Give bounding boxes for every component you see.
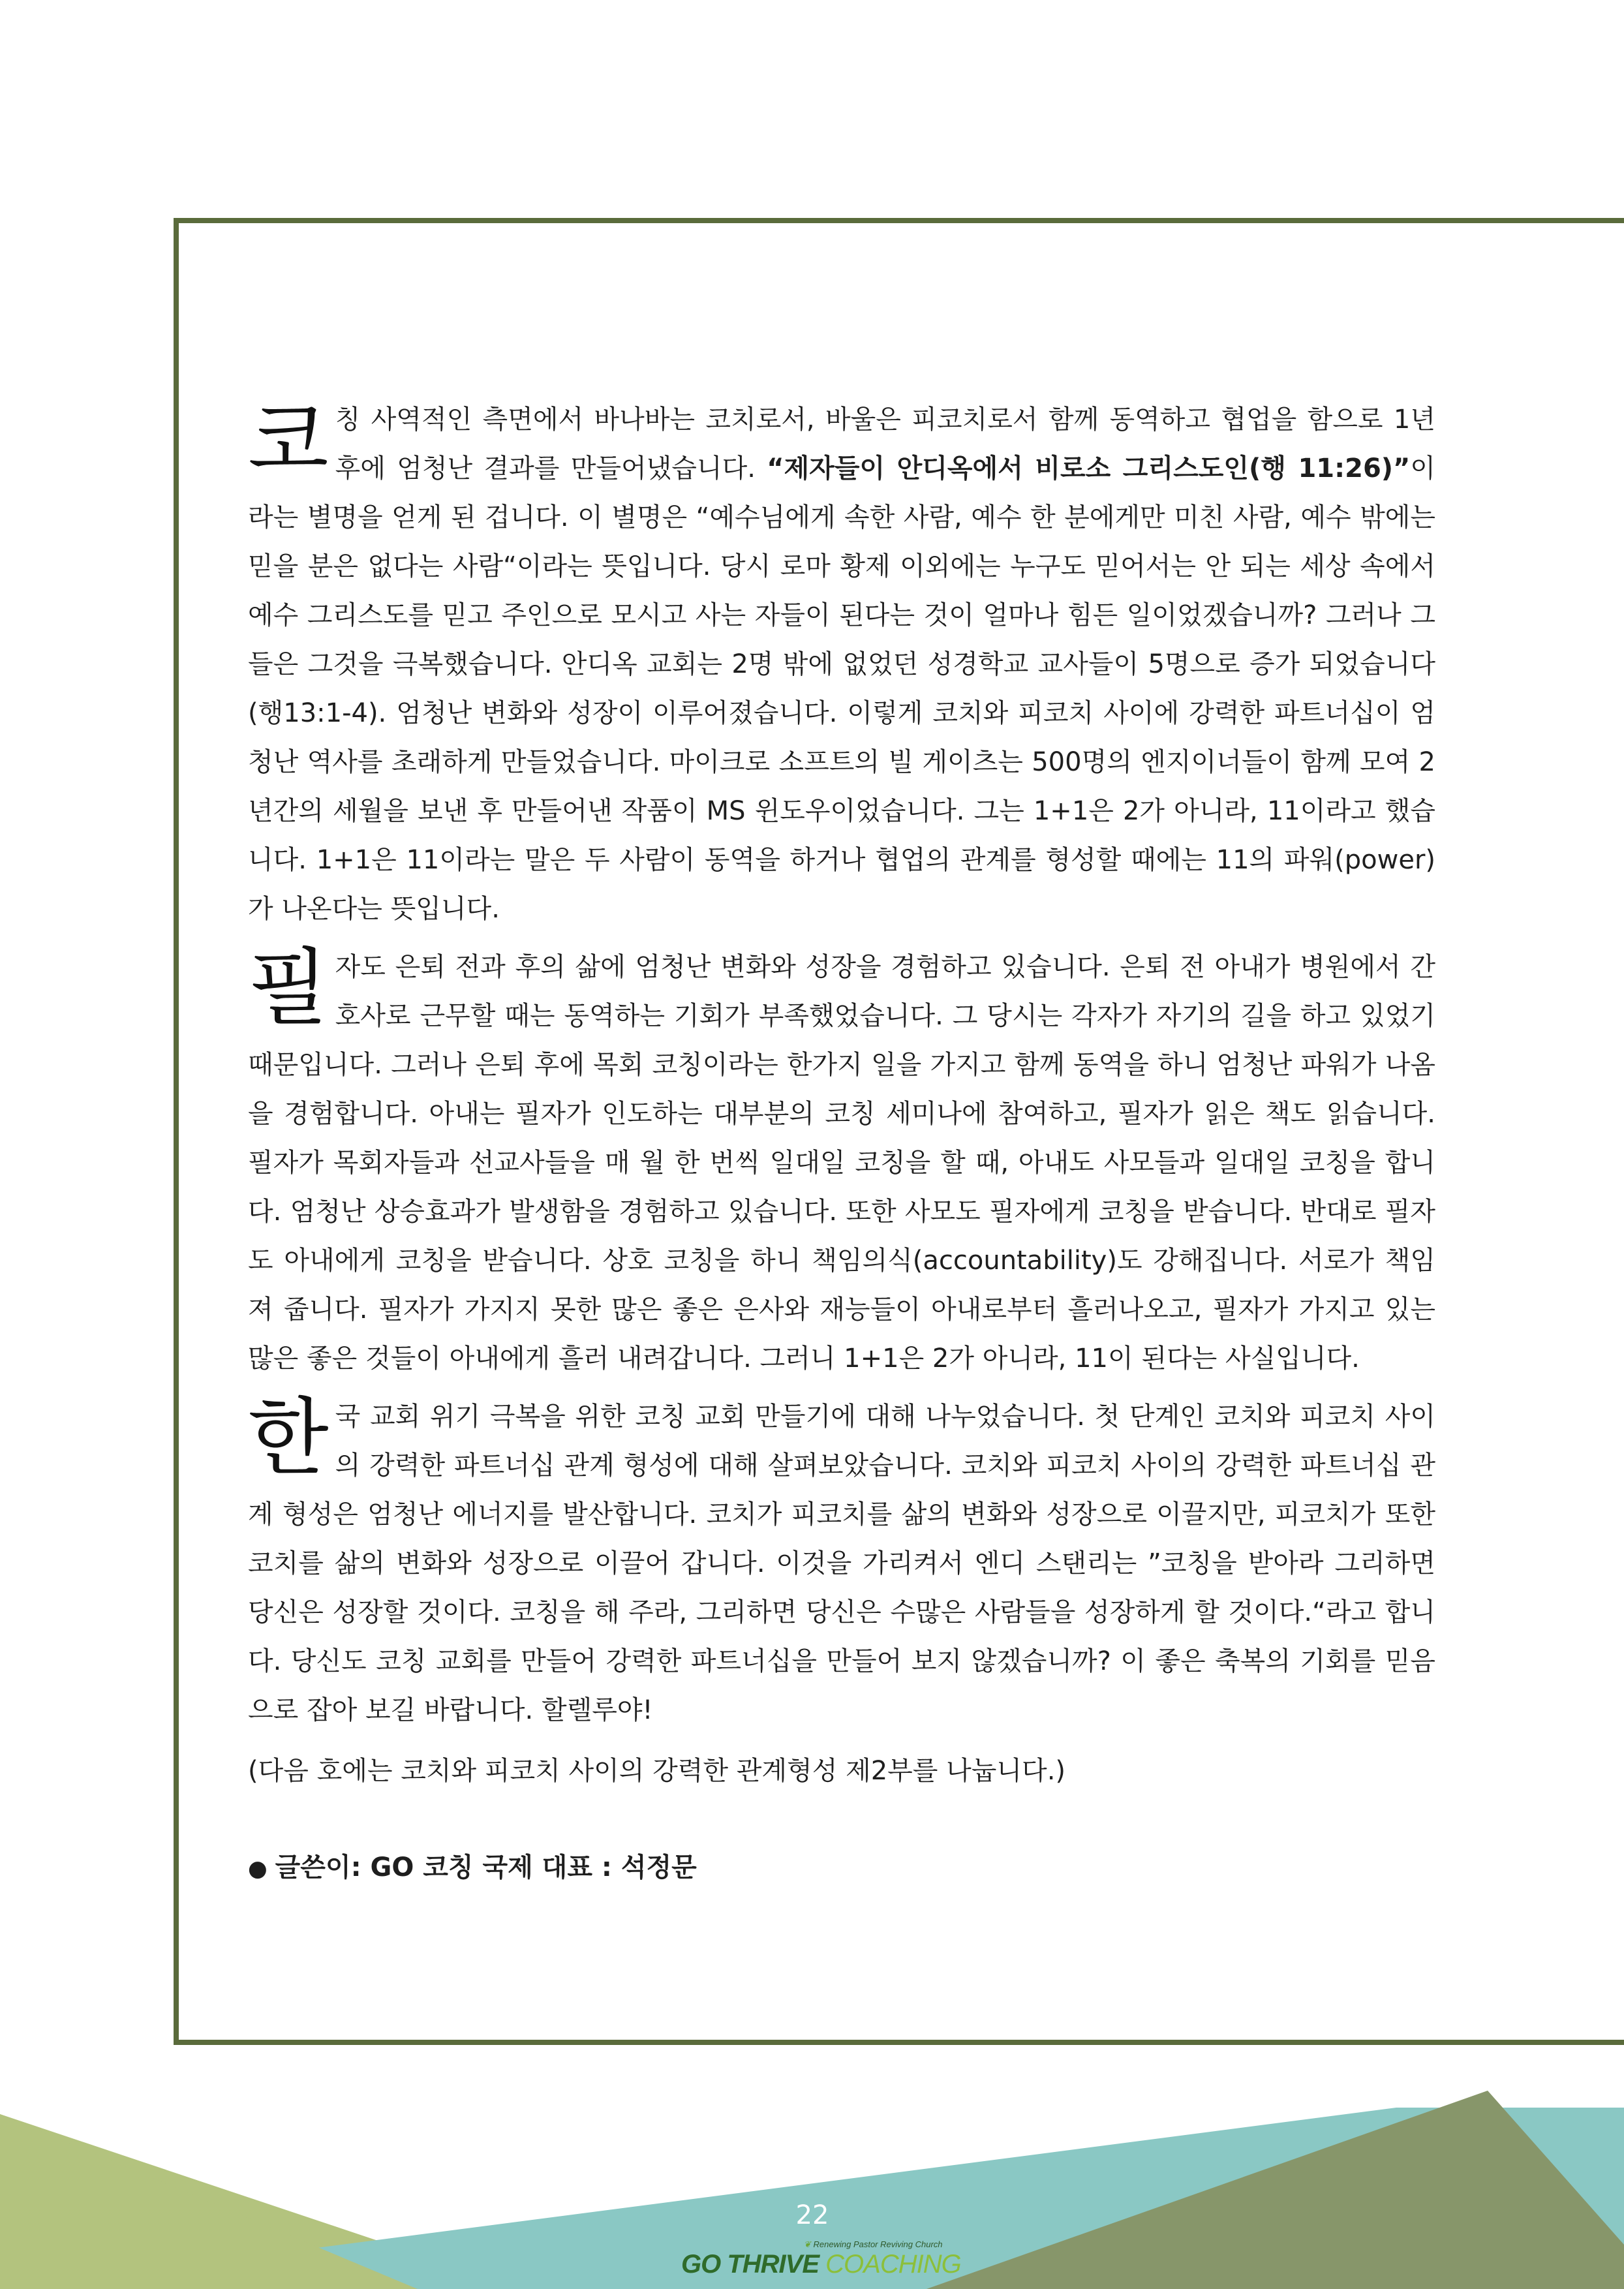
logo-go-thrive: GO THRIVE <box>681 2250 820 2279</box>
author-line <box>248 1848 1435 1888</box>
logo-tagline <box>804 2239 943 2250</box>
paragraph-text: 칭 사역적인 측면에서 바나바는 코치로서, 바울은 피코치로서 함께 동역하고 협업을 함으로 1년 후에 엄청난 결과를 만들어냈습니다. <box>335 405 1435 484</box>
paragraph-2 <box>248 940 1435 1383</box>
page-number: 22 <box>795 2200 829 2230</box>
article-body <box>248 392 1435 1888</box>
logo-wordmark <box>681 2250 961 2279</box>
logo-coaching: COACHING <box>825 2250 961 2279</box>
paragraph-3 <box>248 1389 1435 1735</box>
logo-tagline-text: Renewing Pastor Reviving Church <box>813 2239 943 2249</box>
leaf-icon: ❦ <box>804 2239 814 2249</box>
bullet-icon: ● <box>248 1856 268 1882</box>
author-text: 글쓴이: GO 코칭 국제 대표 : 석정문 <box>275 1852 697 1882</box>
drop-cap: 코 <box>248 392 329 489</box>
next-issue-note: (다음 호에는 코치와 피코치 사이의 강력한 관계형성 제2부를 나눕니다.) <box>248 1756 1066 1786</box>
bible-quote: “제자들이 안디옥에서 비로소 그리스도인(행 11:26)” <box>767 453 1411 484</box>
paragraph-1 <box>248 392 1435 934</box>
paragraph-text: 자도 은퇴 전과 후의 삶에 엄청난 변화와 성장을 경험하고 있습니다. 은퇴 전 아내가 병원에서 간호사로 근무할 때는 동역하는 기회가 부족했었습니다. 그 당시는 각자가 자기의 길을 하고 있었기 때문입니다. 그러나 은퇴 후에 목회 코칭이라는 한가지 일을 가지고 함께 동역을 하니 엄청난 파워가 나옴을 경험합니다. 아내는 필자가 인도하는 대부분의 코칭 세미나에 참여하고, 필자가 읽은 책도 읽습니다. 필자가 목회자들과 선교사들을 매 월 한 번씩 일대일 코칭을 할 때, 아내도 사모들과 일대일 코칭을 합니다. 엄청난 상승효과가 발생함을 경험하고 있습니다. 또한 사모도 필자에게 코칭을 받습니다. 반대로 필자도 아내에게 코칭을 받습니다. 상호 코칭을 하니 책임의식(accountability)도 강해집니다. 서로가 책임 져 줍니다. 필자가 가지지 못한 많은 좋은 은사와 재능들이 아내로부터 흘러나오고, 필자가 가지고 있는 많은 좋은 것들이 아내에게 흘러 내려갑니다. 그러니 1+1은 2가 아니라, 11이 된다는 사실입니다. <box>248 952 1435 1374</box>
paragraph-text: 이라는 별명을 얻게 된 겁니다. 이 별명은 “예수님에게 속한 사람, 예수 한 분에게만 미친 사람, 예수 밖에는 믿을 분은 없다는 사람“이라는 뜻입니다. 당시 로마 황제 이외에는 누구도 믿어서는 안 되는 세상 속에서 예수 그리스도를 믿고 주인으로 모시고 사는 자들이 된다는 것이 얼마나 힘든 일이었겠습니까? 그러나 그들은 그것을 극복했습니다. 안디옥 교회는 2명 밖에 없었던 성경학교 교사들이 5명으로 증가 되었습니다(행13:1-4). 엄청난 변화와 성장이 이루어졌습니다. 이렇게 코치와 피코치 사이에 강력한 파트너십이 엄청난 역사를 초래하게 만들었습니다. 마이크로 소프트의 빌 게이츠는 500명의 엔지이너들이 함께 모여 2년간의 세월을 보낸 후 만들어낸 작품이 MS 윈도우이었습니다. 그는 1+1은 2가 아니라, 11이라고 했습니다. 1+1은 11이라는 말은 두 사람이 동역을 하거나 협업의 관계를 형성할 때에는 11의 파워(power)가 나온다는 뜻입니다. <box>248 453 1435 924</box>
drop-cap: 한 <box>248 1389 329 1486</box>
drop-cap: 필 <box>248 940 329 1037</box>
paragraph-text: 국 교회 위기 극복을 위한 코칭 교회 만들기에 대해 나누었습니다. 첫 단계인 코치와 피코치 사이의 강력한 파트너십 관계 형성에 대해 살펴보았습니다. 코치와 피코치 사이의 강력한 파트너십 관계 형성은 엄청난 에너지를 발산합니다. 코치가 피코치를 삶의 변화와 성장으로 이끌지만, 피코치가 또한 코치를 삶의 변화와 성장으로 이끌어 갑니다. 이것을 가리켜서 엔디 스탠리는 ”코칭을 받아라 그리하면 당신은 성장할 것이다. 코칭을 해 주라, 그리하면 당신은 수많은 사람들을 성장하게 할 것이다.“라고 합니다. 당신도 코칭 교회를 만들어 강력한 파트너십을 만들어 보지 않겠습니까? 이 좋은 축복의 기회를 믿음으로 잡아 보길 바랍니다. 할렐루야! <box>248 1402 1435 1725</box>
